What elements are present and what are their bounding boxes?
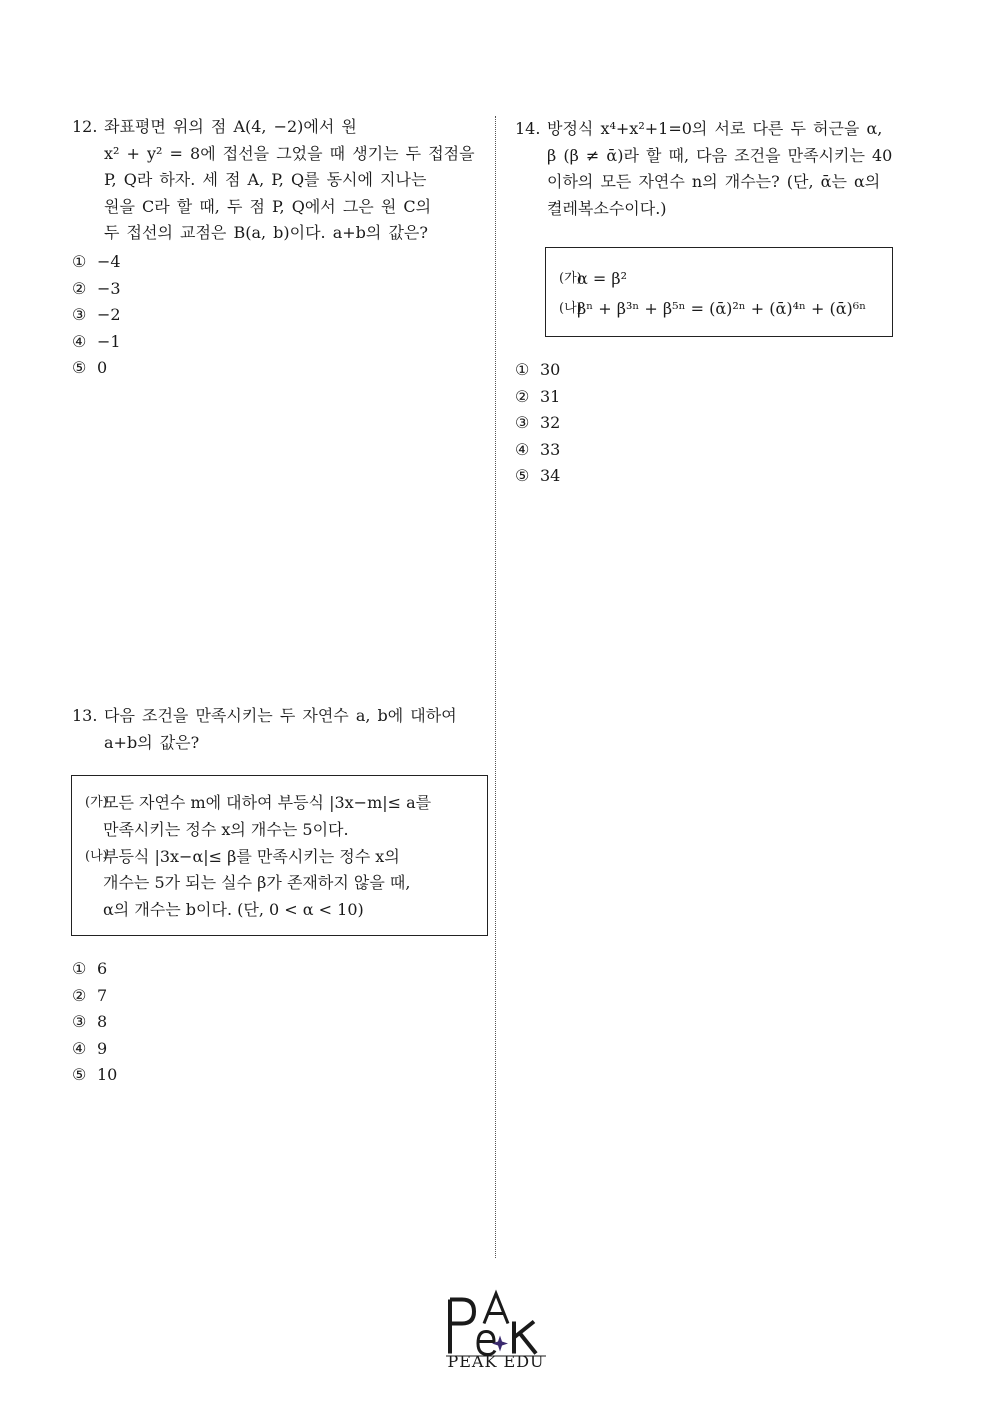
question-line: 방정식 x⁴+x²+1=0의 서로 다른 두 허근을 α, [547,119,883,138]
condition-na: (나) βⁿ + β³ⁿ + β⁵ⁿ = (ᾱ)²ⁿ + (ᾱ)⁴ⁿ + (ᾱ)⁶ⁿ [546,294,892,324]
question-line: P, Q라 하자. 세 점 A, P, Q를 동시에 지나는 [104,170,427,190]
choice-2[interactable]: ② 7 [72,985,108,1005]
condition-ga: (가) α = β² [546,264,892,294]
condition-mark: (나) [85,848,108,864]
choice-4[interactable]: ④ 9 [72,1038,108,1058]
condition-mark: (가) [85,795,108,810]
question-line: β (β ≠ ᾱ)라 할 때, 다음 조건을 만족시키는 40 [547,145,893,165]
choice-4[interactable]: ④ −1 [72,331,121,351]
choice-2[interactable]: ② 31 [515,386,561,406]
question-12 [72,114,482,382]
condition-mark: (가) [559,271,582,286]
question-14 [515,116,920,222]
logo-letter-p [450,1300,474,1354]
choice-1[interactable]: ① 6 [72,959,108,978]
column-divider [495,116,496,1258]
question-number: 13. [72,706,98,725]
question-13-choices [72,956,372,1089]
choice-3[interactable]: ③ 8 [72,1012,108,1032]
choice-4[interactable]: ④ 33 [515,439,561,459]
condition-box [71,775,488,936]
logo-letter-a [484,1294,508,1324]
choice-1[interactable]: ① 30 [515,360,561,379]
condition-mark: (나) [559,301,582,316]
choice-5[interactable]: ⑤ 34 [515,466,561,486]
question-line: 원을 C라 할 때, 두 점 P, Q에서 그은 원 C의 [104,196,432,216]
question-line: 켤레복소수이다.) [547,198,667,218]
question-line: a+b의 값은? [104,732,200,752]
question-line: 다음 조건을 만족시키는 두 자연수 a, b에 대하여 [104,706,457,725]
question-line: 이하의 모든 자연수 n의 개수는? (단, ᾱ는 α의 [547,172,881,192]
question-line: x² + y² = 8에 접선을 그었을 때 생기는 두 접점을 [104,143,475,163]
choice-3[interactable]: ③ −2 [72,305,121,325]
choice-5[interactable]: ⑤ 10 [72,1065,118,1085]
question-13 [72,703,482,756]
question-14-choices [515,357,815,490]
question-number: 12. [72,117,98,136]
question-number: 14. [515,119,541,138]
choice-3[interactable]: ③ 32 [515,413,561,433]
condition-na: (나) 부등식 |3x−α|≤ β를 만족시키는 정수 x의 개수는 5가 되는 실수 β가 존재하지 않을 때, α의 개수는 b이다. (단, 0 < α < 10) [72,844,487,924]
choice-5[interactable]: ⑤ 0 [72,358,108,378]
choice-1[interactable]: ① −4 [72,251,121,271]
choice-2[interactable]: ② −3 [72,278,121,298]
logo-letter-k [514,1322,536,1354]
choice-list [72,249,482,382]
logo-text: PEAK EDU [447,1352,545,1371]
condition-ga: (가) 모든 자연수 m에 대하여 부등식 |3x−m|≤ a를 만족시키는 정수 x의 개수는 5이다. [72,790,487,844]
question-line: 좌표평면 위의 점 A(4, −2)에서 원 [104,117,357,136]
condition-box [545,247,893,337]
question-line: 두 접선의 교점은 B(a, b)이다. a+b의 값은? [104,223,428,243]
